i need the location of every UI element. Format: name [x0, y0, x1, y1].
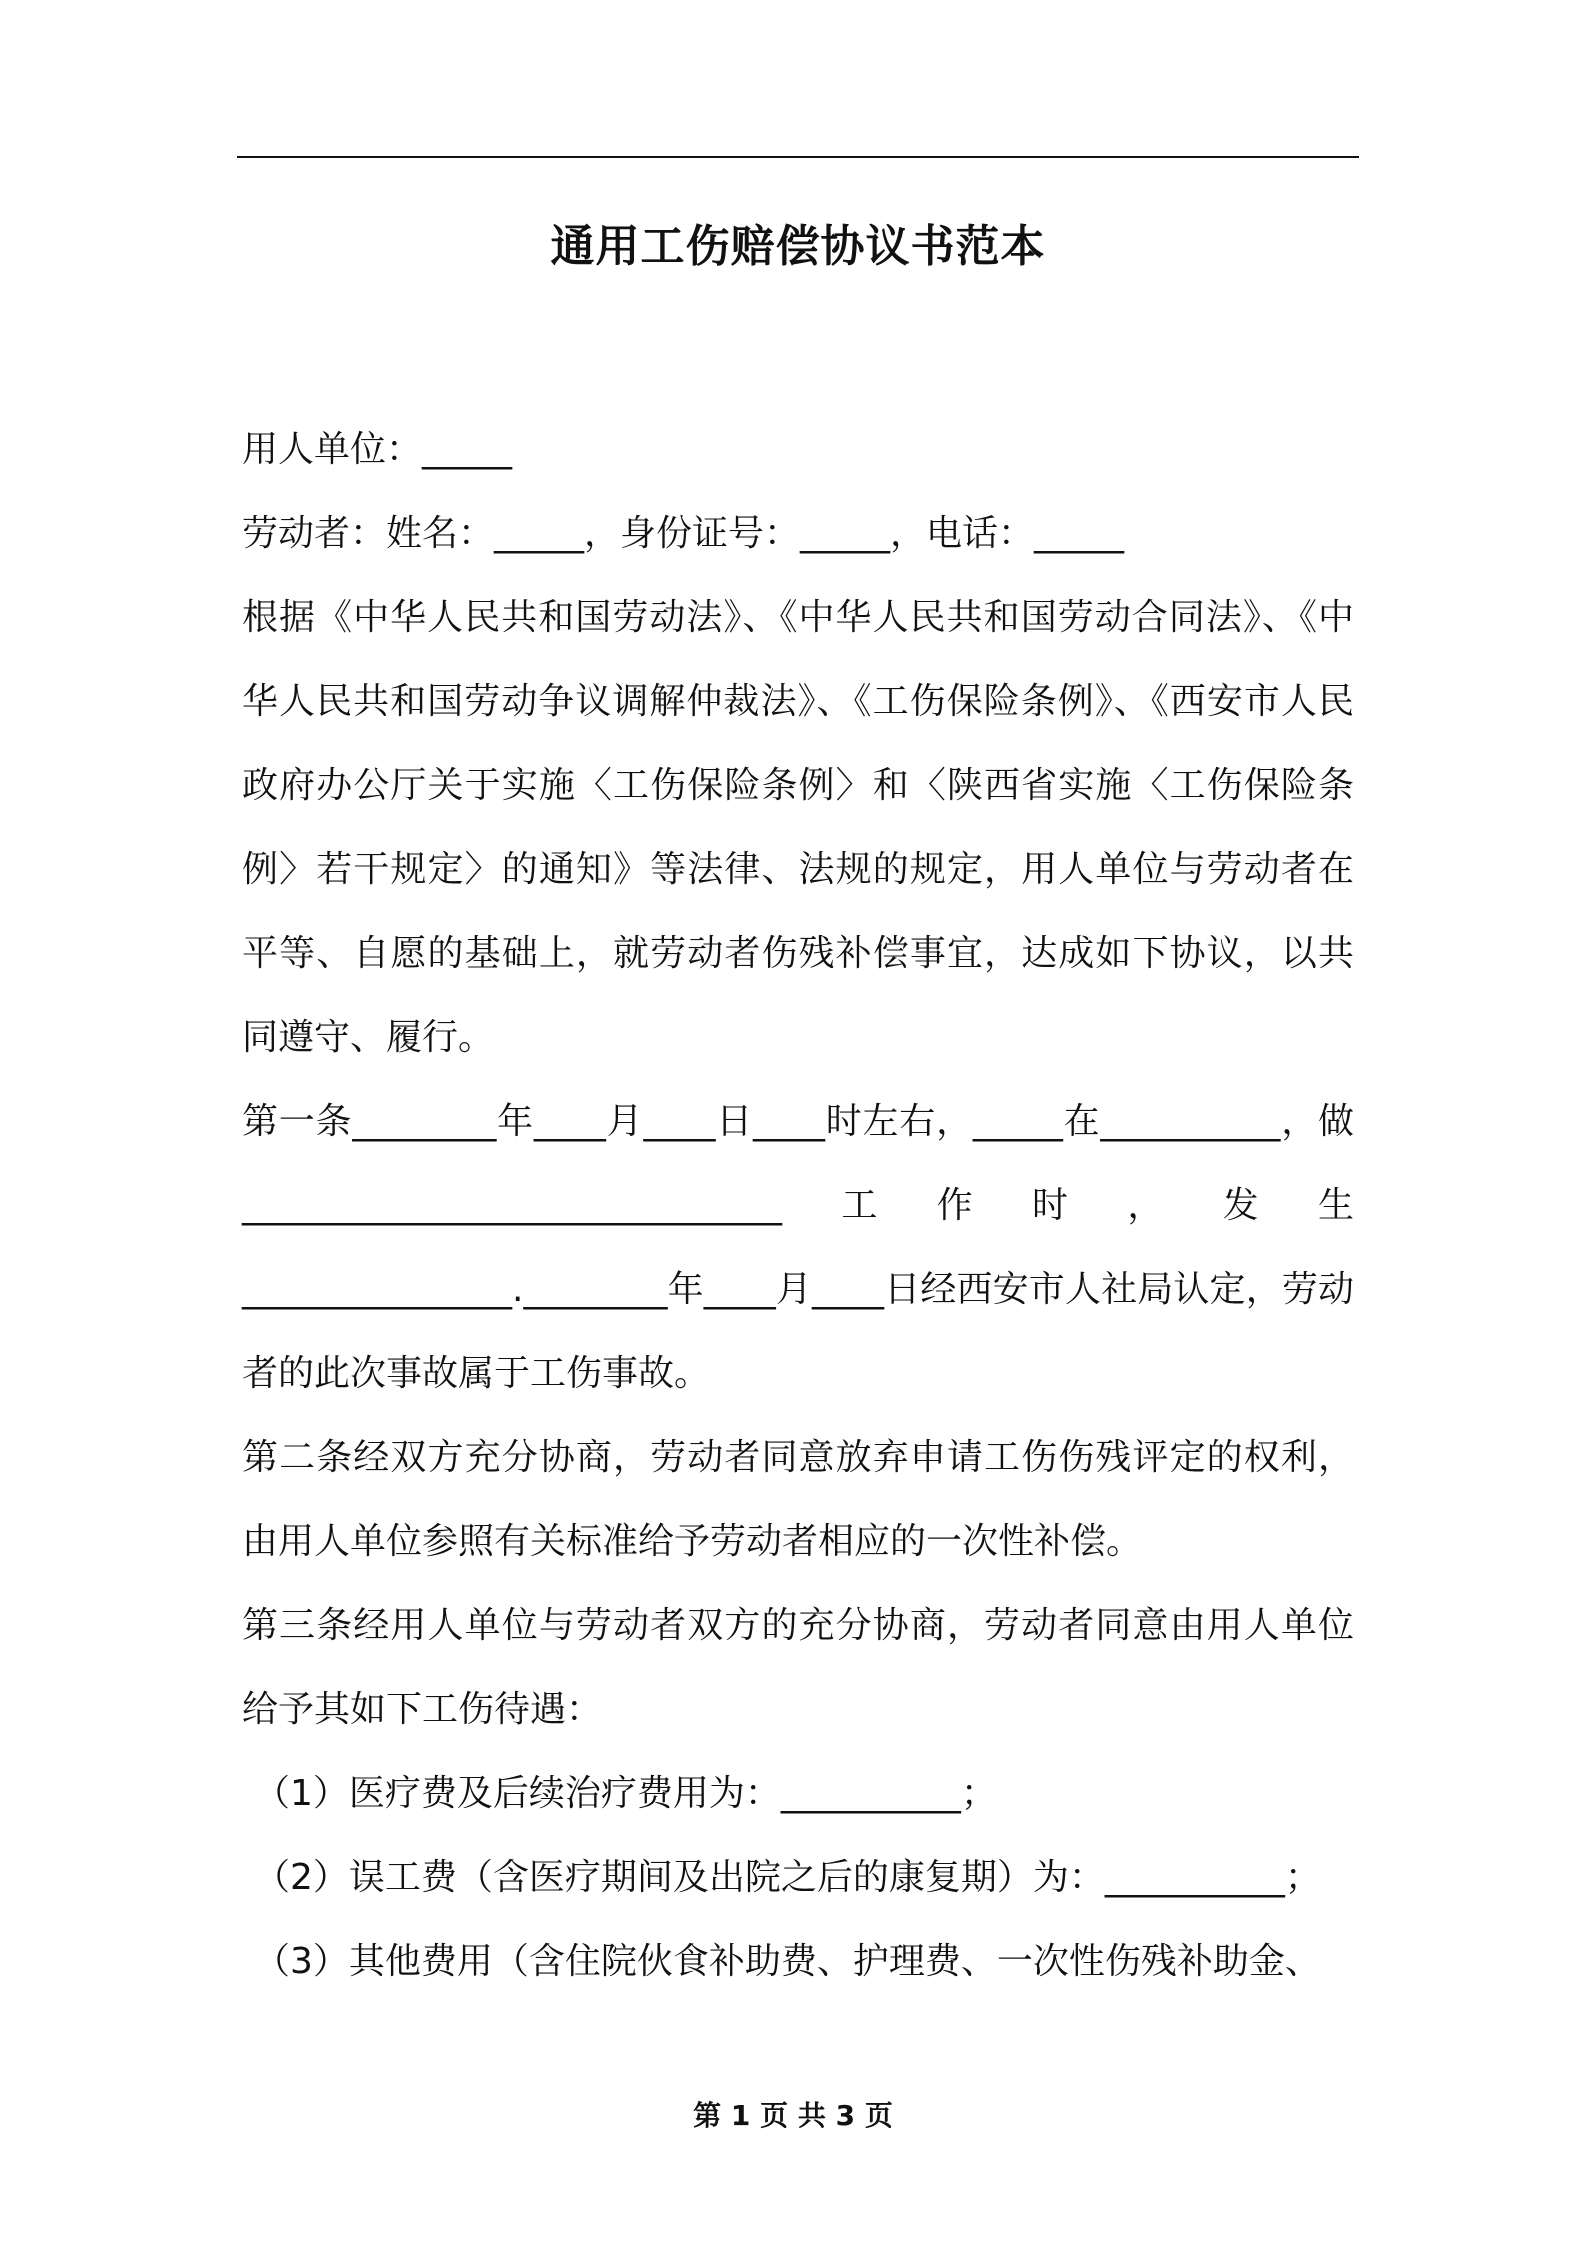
employer-line: 用人单位：_____ — [242, 429, 513, 470]
list-item-other-fees: （3）其他费用（含住院伙食补助费、护理费、一次性伤残补助金、 — [254, 1941, 1321, 1982]
list-item-medical: （1）医疗费及后续治疗费用为：__________； — [254, 1773, 997, 1814]
list-item-lost-wages: （2）误工费（含医疗期间及出院之后的康复期）为：__________； — [254, 1857, 1321, 1898]
article-3-paragraph: 第三条经用人单位与劳动者双方的充分协商，劳动者同意由用人单位给予其如下工伤待遇： — [242, 1605, 1354, 1730]
preamble-paragraph: 根据《中华人民共和国劳动法》、《中华人民共和国劳动合同法》、《中华人民共和国劳动争议调解仲裁法》、《工伤保险条例》、《西安市人民政府办公厅关于实施〈工伤保险条例〉和〈陕西省实施〈工伤保险条例〉若干规定〉的通知》等法律、法规的规定，用人单位与劳动者在平等、自愿的基础上，就劳动者伤残补偿事宜，达成如下协议，以共同遵守、履行。 — [242, 597, 1354, 1058]
article-2-paragraph: 第二条经双方充分协商，劳动者同意放弃申请工伤伤残评定的权利，由用人单位参照有关标准给予劳动者相应的一次性补偿。 — [242, 1437, 1354, 1562]
article-1-paragraph: 第一条________年____月____日____时左右，_____在__________，做______________________________工作时，发生_______________.________年____月____日经西安市人社局认定，劳动者的此次事故属于工伤事故。 — [242, 1101, 1354, 1394]
document-title: 通用工伤赔偿协议书范本 — [550, 221, 1046, 272]
document-body — [242, 408, 1354, 2004]
header-rule — [237, 156, 1359, 158]
page-number: 第 1 页 共 3 页 — [693, 2099, 893, 2132]
worker-line: 劳动者：姓名：_____，身份证号：_____，电话：_____ — [242, 513, 1125, 554]
